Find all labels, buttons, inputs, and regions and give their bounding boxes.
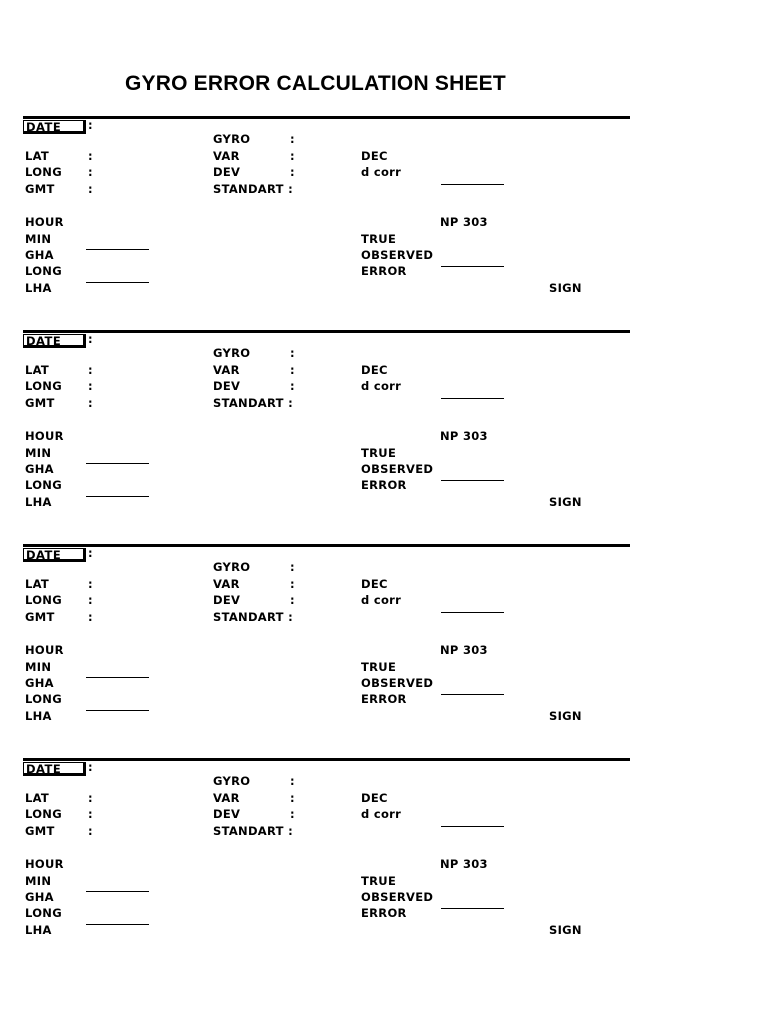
label-true: TRUE (361, 232, 397, 246)
label-long: LONG (25, 906, 62, 920)
fill-in-line (441, 612, 504, 613)
label-hour: HOUR (25, 215, 64, 229)
field-colon: : (88, 807, 93, 821)
section-divider (23, 330, 630, 333)
field-colon: : (290, 132, 295, 146)
label-observed: OBSERVED (361, 890, 434, 904)
label-np303: NP 303 (440, 857, 488, 871)
field-colon: : (88, 165, 93, 179)
label-error: ERROR (361, 906, 407, 920)
label-sign: SIGN (549, 923, 582, 937)
label-dcorr: d corr (361, 807, 402, 821)
label-var: VAR (213, 149, 240, 163)
label-true: TRUE (361, 660, 397, 674)
label-gyro: GYRO (213, 346, 251, 360)
label-long: LONG (25, 593, 62, 607)
field-colon: : (290, 593, 295, 607)
date-label: DATE (26, 334, 62, 348)
fill-in-line (86, 924, 149, 925)
label-np303: NP 303 (440, 429, 488, 443)
label-gyro: GYRO (213, 132, 251, 146)
date-label: DATE (26, 120, 62, 134)
label-min: MIN (25, 874, 52, 888)
label-dec: DEC (361, 363, 388, 377)
label-observed: OBSERVED (361, 462, 434, 476)
fill-in-line (441, 908, 504, 909)
section-divider (23, 758, 630, 761)
label-lat: LAT (25, 577, 50, 591)
label-dev: DEV (213, 165, 241, 179)
field-colon: : (290, 560, 295, 574)
field-colon: : (88, 577, 93, 591)
field-colon: : (88, 379, 93, 393)
fill-in-line (86, 891, 149, 892)
label-var: VAR (213, 363, 240, 377)
label-observed: OBSERVED (361, 676, 434, 690)
date-box (23, 762, 86, 776)
field-colon: : (88, 396, 93, 410)
field-colon: : (290, 774, 295, 788)
field-colon: : (88, 332, 93, 346)
date-label: DATE (26, 762, 62, 776)
fill-in-line (441, 398, 504, 399)
label-lat: LAT (25, 363, 50, 377)
label-sign: SIGN (549, 495, 582, 509)
field-colon: : (88, 760, 93, 774)
fill-in-line (86, 249, 149, 250)
calculation-block (0, 330, 768, 530)
fill-in-line (441, 826, 504, 827)
field-colon: : (88, 118, 93, 132)
label-dcorr: d corr (361, 593, 402, 607)
label-error: ERROR (361, 692, 407, 706)
label-error: ERROR (361, 264, 407, 278)
fill-in-line (441, 266, 504, 267)
label-np303: NP 303 (440, 215, 488, 229)
label-standart: STANDART : (213, 610, 293, 624)
label-long: LONG (25, 264, 62, 278)
label-observed: OBSERVED (361, 248, 434, 262)
fill-in-line (441, 480, 504, 481)
label-long: LONG (25, 379, 62, 393)
fill-in-line (86, 282, 149, 283)
label-dev: DEV (213, 593, 241, 607)
field-colon: : (88, 363, 93, 377)
date-box (23, 334, 86, 348)
field-colon: : (290, 149, 295, 163)
label-gyro: GYRO (213, 774, 251, 788)
field-colon: : (290, 577, 295, 591)
label-standart: STANDART : (213, 182, 293, 196)
field-colon: : (88, 546, 93, 560)
label-long: LONG (25, 478, 62, 492)
label-gha: GHA (25, 462, 54, 476)
label-gyro: GYRO (213, 560, 251, 574)
date-label: DATE (26, 548, 62, 562)
field-colon: : (88, 182, 93, 196)
label-lha: LHA (25, 495, 52, 509)
label-lha: LHA (25, 281, 52, 295)
field-colon: : (290, 379, 295, 393)
field-colon: : (88, 593, 93, 607)
label-hour: HOUR (25, 857, 64, 871)
label-standart: STANDART : (213, 824, 293, 838)
label-lha: LHA (25, 923, 52, 937)
label-gmt: GMT (25, 610, 55, 624)
calculation-block (0, 758, 768, 958)
fill-in-line (86, 463, 149, 464)
field-colon: : (290, 363, 295, 377)
field-colon: : (88, 149, 93, 163)
label-gha: GHA (25, 248, 54, 262)
label-dcorr: d corr (361, 165, 402, 179)
field-colon: : (88, 610, 93, 624)
label-long: LONG (25, 165, 62, 179)
page-title: GYRO ERROR CALCULATION SHEET (125, 72, 506, 95)
calculation-block (0, 544, 768, 744)
fill-in-line (86, 496, 149, 497)
label-error: ERROR (361, 478, 407, 492)
label-dec: DEC (361, 149, 388, 163)
label-long: LONG (25, 807, 62, 821)
label-gha: GHA (25, 676, 54, 690)
label-var: VAR (213, 791, 240, 805)
label-gmt: GMT (25, 396, 55, 410)
label-lat: LAT (25, 149, 50, 163)
field-colon: : (88, 824, 93, 838)
calculation-block (0, 116, 768, 316)
label-lat: LAT (25, 791, 50, 805)
label-min: MIN (25, 232, 52, 246)
label-gmt: GMT (25, 824, 55, 838)
label-dec: DEC (361, 577, 388, 591)
label-dev: DEV (213, 807, 241, 821)
label-hour: HOUR (25, 643, 64, 657)
label-dcorr: d corr (361, 379, 402, 393)
field-colon: : (88, 791, 93, 805)
label-standart: STANDART : (213, 396, 293, 410)
section-divider (23, 116, 630, 119)
fill-in-line (86, 710, 149, 711)
label-gmt: GMT (25, 182, 55, 196)
label-sign: SIGN (549, 281, 582, 295)
label-np303: NP 303 (440, 643, 488, 657)
fill-in-line (441, 184, 504, 185)
label-var: VAR (213, 577, 240, 591)
field-colon: : (290, 346, 295, 360)
label-true: TRUE (361, 446, 397, 460)
field-colon: : (290, 165, 295, 179)
label-sign: SIGN (549, 709, 582, 723)
fill-in-line (441, 694, 504, 695)
label-true: TRUE (361, 874, 397, 888)
section-divider (23, 544, 630, 547)
label-long: LONG (25, 692, 62, 706)
fill-in-line (86, 677, 149, 678)
label-hour: HOUR (25, 429, 64, 443)
label-dec: DEC (361, 791, 388, 805)
label-gha: GHA (25, 890, 54, 904)
date-box (23, 548, 86, 562)
date-box (23, 120, 86, 134)
field-colon: : (290, 791, 295, 805)
label-dev: DEV (213, 379, 241, 393)
label-min: MIN (25, 660, 52, 674)
label-min: MIN (25, 446, 52, 460)
field-colon: : (290, 807, 295, 821)
label-lha: LHA (25, 709, 52, 723)
